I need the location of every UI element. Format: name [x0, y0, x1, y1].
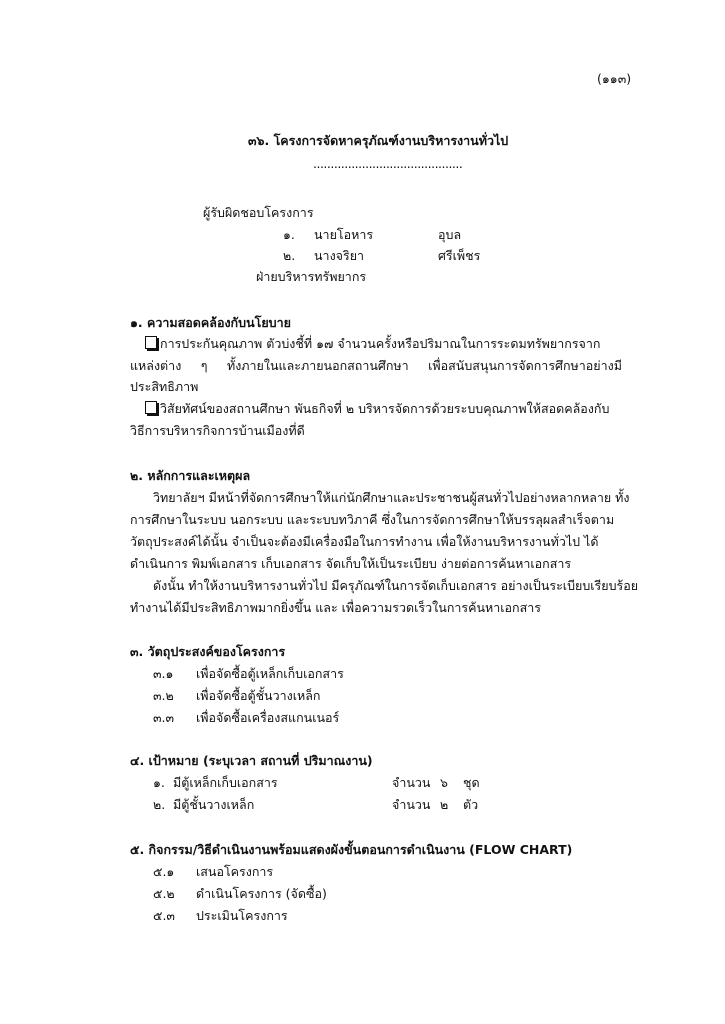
department: ฝ่ายบริหารทรัพยากร — [256, 269, 367, 284]
target-1-qty: ๖ — [440, 775, 448, 790]
project-title: ๓๖. โครงการจัดหาครุภัณฑ์งานบริหารงานทั่วไป — [248, 133, 509, 148]
section-1-para-1-line-1: การประกันคุณภาพ ตัวบ่งชี้ที่ ๑๗ จำนวนครั้งหรือปริมาณในการระดมทรัพยากรจาก — [145, 335, 600, 353]
section-5-heading: ๕. กิจกรรม/วิธีดำเนินงานพร้อมแสดงผังขั้นตอนการดำเนินงาน (FLOW CHART) — [130, 842, 573, 857]
checkbox-icon — [145, 336, 157, 349]
section-2-line-4: ดำเนินการ พิมพ์เอกสาร เก็บเอกสาร จัดเก็บให้เป็นระเบียบ ง่ายต่อการค้นหาเอกสาร — [130, 556, 572, 571]
section-2-heading: ๒. หลักการและเหตุผล — [130, 468, 251, 483]
responsible-label: ผู้รับผิดชอบโครงการ — [203, 205, 314, 220]
section-2-line-2: การศึกษาในระบบ นอกระบบ และระบบทวิภาคี ซึ่งในการจัดการศึกษาให้บรรลุผลสำเร็จตาม — [130, 512, 615, 527]
activity-3-num: ๕.๓ — [153, 908, 175, 923]
target-1-num: ๑. — [153, 775, 165, 790]
objective-3-num: ๓.๓ — [153, 710, 175, 725]
section-1-para-2-line-1: วิสัยทัศน์ของสถานศึกษา พันธกิจที่ ๒ บริหารจัดการด้วยระบบคุณภาพให้สอดคล้องกับ — [145, 400, 609, 418]
target-1-label: จำนวน — [392, 775, 431, 790]
section-1-para-1-line-2: แหล่งต่าง ๆ ทั้งภายในและภายนอกสถานศึกษา เพื่อสนับสนุนการจัดการศึกษาอย่างมี — [130, 358, 622, 373]
section-2-line-1: วิทยาลัยฯ มีหน้าที่จัดการศึกษาให้แก่นักศึกษาและประชาชนผู้สนทั่วไปอย่างหลากหลาย ทั้ง — [153, 490, 630, 505]
activity-1-text: เสนอโครงการ — [196, 864, 274, 879]
section-2-line-6: ทำงานได้มีประสิทธิภาพมากยิ่งขึ้น และ เพื่อความรวดเร็วในการค้นหาเอกสาร — [130, 600, 541, 615]
person-2-surname: ศรีเพ็ชร — [438, 248, 481, 263]
section-3-heading: ๓. วัตถุประสงค์ของโครงการ — [130, 644, 286, 659]
objective-2-num: ๓.๒ — [153, 688, 174, 703]
activity-2-text: ดำเนินโครงการ (จัดซื้อ) — [196, 886, 327, 901]
section-2-line-5: ดังนั้น ทำให้งานบริหารงานทั่วไป มีครุภัณฑ์ในการจัดเก็บเอกสาร อย่างเป็นระเบียบเรียบร้อย — [153, 578, 639, 593]
activity-1-num: ๕.๑ — [153, 864, 175, 879]
target-1-unit: ชุด — [463, 775, 480, 790]
person-1-surname: อุบล — [438, 227, 462, 242]
activity-3-text: ประเมินโครงการ — [196, 908, 288, 923]
section-4-heading: ๔. เป้าหมาย (ระบุเวลา สถานที่ ปริมาณงาน) — [130, 753, 373, 768]
target-2-qty: ๒ — [440, 797, 449, 812]
objective-2-text: เพื่อจัดซื้อตู้ชั้นวางเหล็ก — [196, 688, 321, 703]
page-number: (๑๑๓) — [597, 71, 632, 86]
person-2-name: นางจริยา — [314, 248, 365, 263]
objective-1-num: ๓.๑ — [153, 666, 174, 681]
title-dots: ........................................... — [313, 156, 463, 171]
objective-3-text: เพื่อจัดซื้อเครื่องสแกนเนอร์ — [196, 710, 340, 725]
objective-1-text: เพื่อจัดซื้อตู้เหล็กเก็บเอกสาร — [196, 666, 344, 681]
checkbox-icon — [145, 401, 157, 414]
activity-2-num: ๕.๒ — [153, 886, 175, 901]
target-2-text: มีตู้ชั้นวางเหล็ก — [173, 797, 255, 812]
person-1-name: นายโอหาร — [314, 227, 374, 242]
section-1-para-1-line-3: ประสิทธิภาพ — [130, 379, 199, 394]
section-2-line-3: วัตถุประสงค์ได้นั้น จำเป็นจะต้องมีเครื่องมือในการทำงาน เพื่อให้งานบริหารงานทั่วไป ได้ — [130, 534, 599, 549]
target-1-text: มีตู้เหล็กเก็บเอกสาร — [173, 775, 278, 790]
target-2-num: ๒. — [153, 797, 166, 812]
section-1-para-2-line-2: วิธีการบริหารกิจการบ้านเมืองที่ดี — [130, 423, 305, 438]
person-2-num: ๒. — [283, 248, 296, 263]
person-1-num: ๑. — [283, 227, 295, 242]
section-1-heading: ๑. ความสอดคล้องกับนโยบาย — [130, 315, 291, 330]
target-2-unit: ตัว — [463, 797, 479, 812]
target-2-label: จำนวน — [392, 797, 431, 812]
